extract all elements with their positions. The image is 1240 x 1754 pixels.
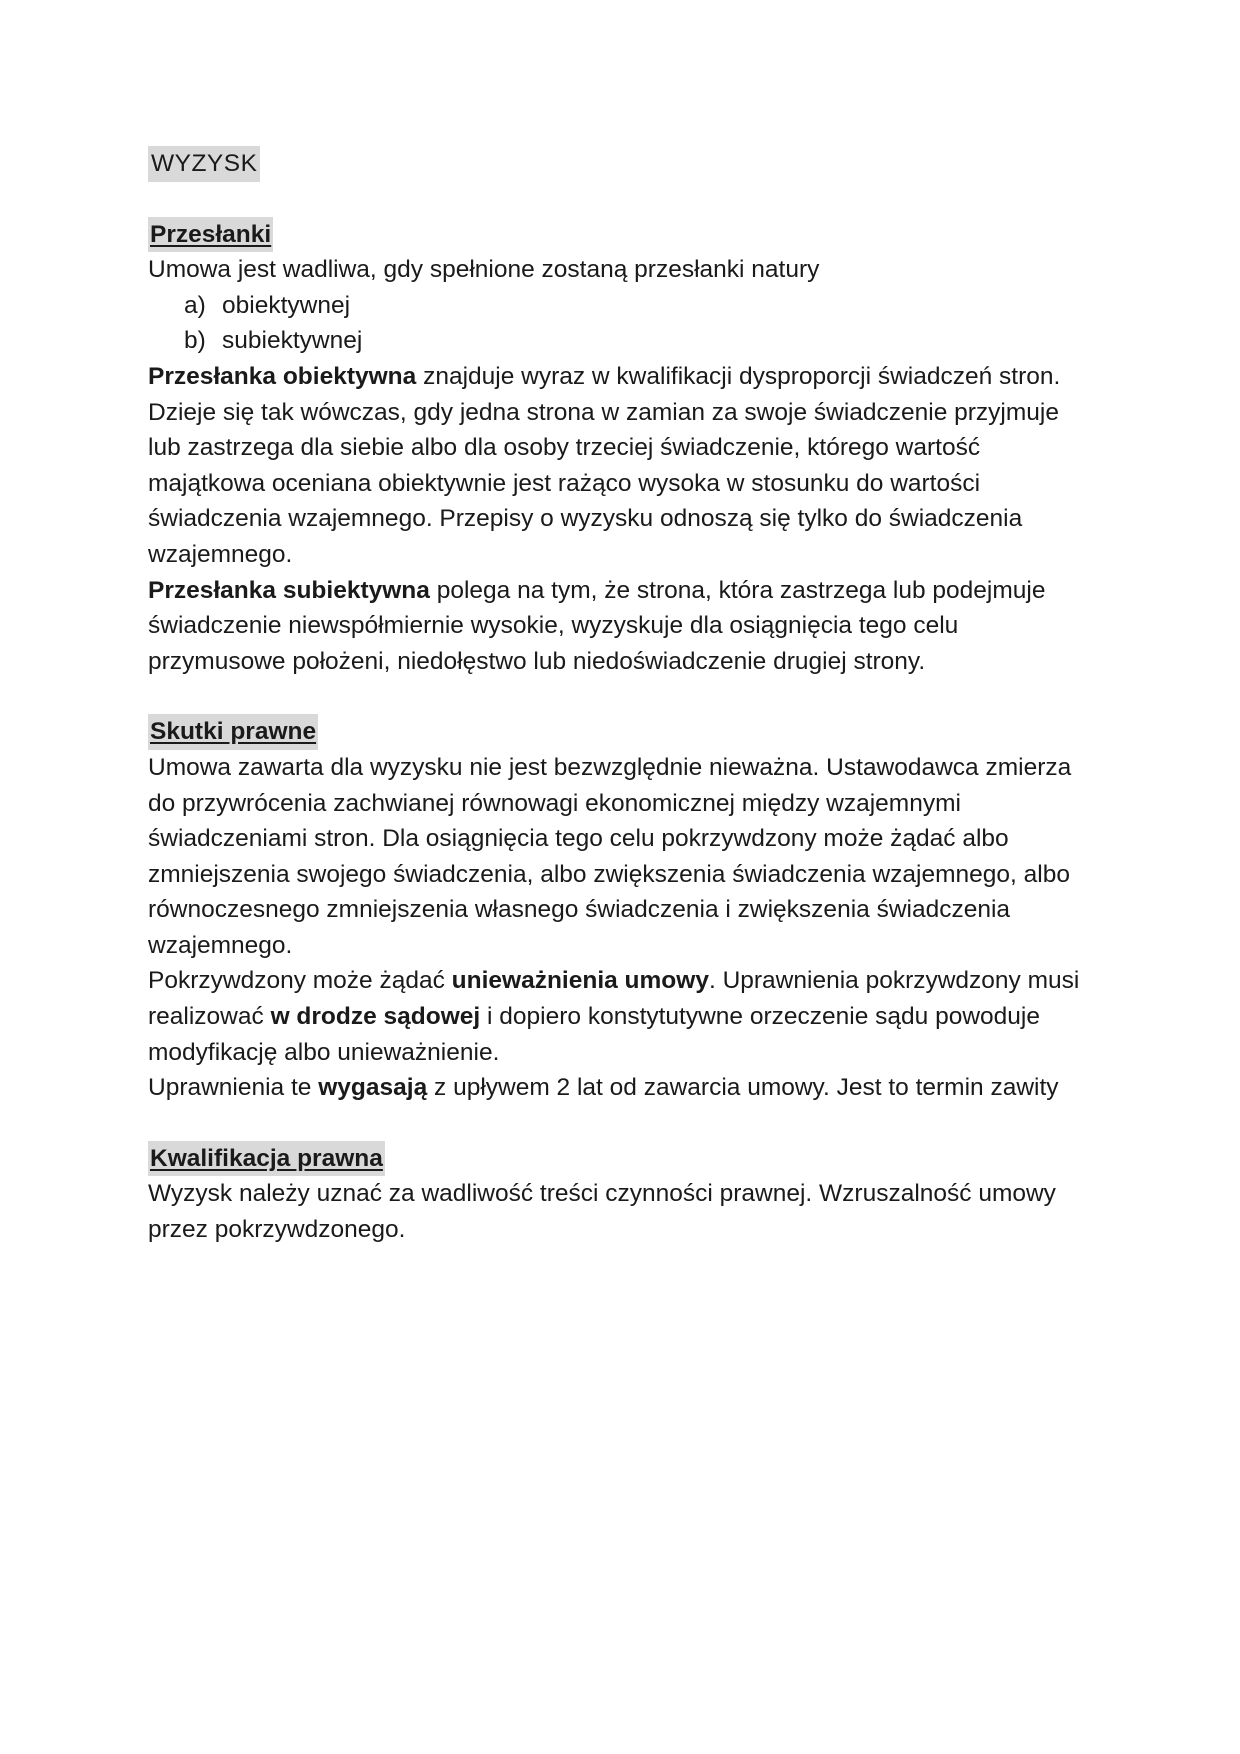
bold-term: wygasają — [318, 1074, 428, 1102]
document-title: WYZYSK — [148, 146, 260, 182]
bold-term: Przesłanka obiektywna — [148, 362, 417, 390]
paragraph-text: z upływem 2 lat od zawarcia umowy. Jest to termin zawity — [427, 1074, 1059, 1102]
bold-term: unieważnienia umowy — [451, 967, 709, 995]
section-heading-skutki: Skutki prawne — [148, 714, 318, 750]
paragraph-skutki-1: Umowa zawarta dla wyzysku nie jest bezwzględnie nieważna. Ustawodawca zmierza do przywrócenia zachwianej równowagi ekonomicznej między wzajemnymi świadczeniami stron. Dla osiągnięcia tego celu pokrzywdzony może żądać albo zmniejszenia swojego świadczenia, albo zwiększenia świadczenia wzajemnego, albo równoczesnego zmniejszenia własnego świadczenia i zwiększenia świadczenia wzajemnego. — [148, 753, 1072, 959]
paragraph-kwalifikacja: Wyzysk należy uznać za wadliwość treści czynności prawnej. Wzruszalność umowy przez pokrzywdzonego. — [148, 1180, 1056, 1244]
paragraph-text: znajduje wyraz w kwalifikacji dysproporcji świadczeń stron. Dzieje się tak wówczas, gdy jedna strona w zamian za swoje świadczenie przyjmuje lub zastrzega dla siebie albo dla osoby trzeciej świadczenie, którego wartość majątkowa oceniana obiektywnie jest rażąco wysoka w stosunku do wartości świadczenia wzajemnego. Przepisy o wyzysku odnoszą się tylko do świadczenia wzajemnego. — [148, 362, 1061, 568]
section-heading-kwalifikacja: Kwalifikacja prawna — [148, 1141, 385, 1177]
paragraph-text: polega na tym, że strona, która zastrzega lub podejmuje świadczenie niewspółmiernie wysokie, wyzyskuje dla osiągnięcia tego celu przymusowe położeni, niedołęstwo lub niedoświadczenie drugiej strony. — [148, 576, 1046, 675]
list-item-text: subiektywnej — [222, 327, 363, 355]
paragraph-text: Uprawnienia te — [148, 1074, 319, 1102]
document-content — [148, 146, 1093, 1248]
paragraph-text: Pokrzywdzony może żądać — [148, 967, 452, 995]
paragraph-przeslanka-subiektywna — [148, 573, 1093, 680]
paragraph-skutki-3 — [148, 1070, 1093, 1106]
bold-term: Przesłanka subiektywna — [148, 576, 430, 604]
przeslanki-intro: Umowa jest wadliwa, gdy spełnione zostaną przesłanki natury — [148, 256, 820, 284]
list-marker: b) — [184, 327, 206, 355]
paragraph-przeslanka-obiektywna — [148, 359, 1093, 573]
list-marker: a) — [184, 291, 206, 319]
paragraph-text: i dopiero konstytutywne orzeczenie sądu powoduje modyfikację albo unieważnienie. — [148, 1003, 1040, 1066]
paragraph-skutki-2 — [148, 963, 1093, 1070]
bold-term: w drodze sądowej — [270, 1003, 481, 1031]
przeslanki-list — [148, 288, 1093, 359]
list-item — [148, 288, 1093, 324]
list-item — [148, 323, 1093, 359]
list-item-text: obiektywnej — [222, 291, 351, 319]
paragraph-text: . Uprawnienia pokrzywdzony musi realizować — [148, 967, 1080, 1031]
section-heading-przeslanki: Przesłanki — [148, 217, 273, 253]
